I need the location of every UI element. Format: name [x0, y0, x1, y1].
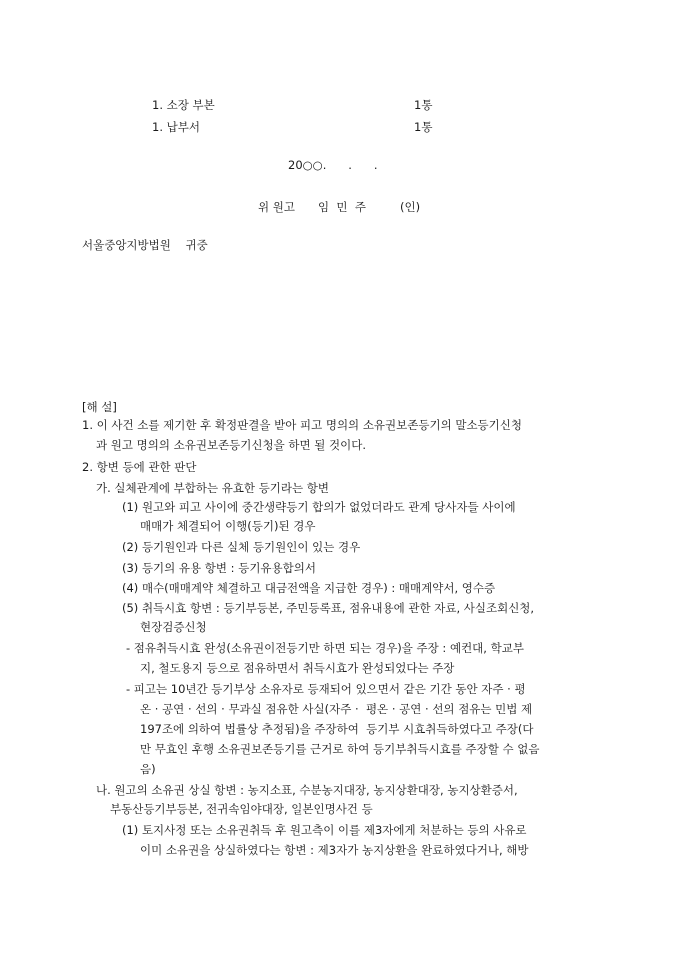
commentary-line: (5) 취득시효 항변 : 등기부등본, 주민등록표, 점유내용에 관한 자료, 사실조회신청, — [122, 601, 535, 615]
commentary-line: 197조에 의하여 법률상 추정됨)을 주장하여 등기부 시효취득하였다고 주장(다 — [140, 722, 534, 736]
commentary-line: 2. 항변 등에 관한 판단 — [82, 460, 197, 474]
attachment-count: 1통 — [414, 98, 433, 112]
commentary-line: 현장검증신청 — [140, 620, 207, 634]
attachment-count: 1통 — [414, 120, 433, 134]
signature-seal: (인) — [400, 200, 421, 214]
commentary-line: 매매가 체결되어 이행(등기)된 경우 — [140, 519, 316, 533]
commentary-line: (3) 등기의 유용 항변 : 등기유용합의서 — [122, 561, 316, 575]
commentary-line: 부동산등기부등본, 전귀속임야대장, 일본인명사건 등 — [110, 802, 373, 816]
commentary-line: - 피고는 10년간 등기부상 소유자로 등재되어 있으면서 같은 기간 동안 자주 · 평 — [126, 682, 526, 696]
commentary-line: 이미 소유권을 상실하였다는 항변 : 제3자가 농지상환을 완료하였다거나, 해방 — [140, 843, 529, 857]
court-addressee: 서울중앙지방법원 귀중 — [82, 238, 208, 252]
commentary-line: - 점유취득시효 완성(소유권이전등기만 하면 되는 경우)을 주장 : 예컨대, 학교부 — [126, 641, 524, 655]
signature-name: 임 민 주 — [318, 200, 366, 214]
commentary-line: 온 · 공연 · 선의 · 무과실 점유한 사실(자주 · 평온 · 공연 · 선의 점유는 민법 제 — [140, 702, 533, 716]
commentary-line: 만 무효인 후행 소유권보존등기를 근거로 하여 등기부취득시효를 주장할 수 없음 — [140, 742, 540, 756]
attachment-label: 1. 납부서 — [152, 120, 200, 134]
commentary-line: 과 원고 명의의 소유권보존등기신청을 하면 될 것이다. — [96, 438, 366, 452]
commentary-line: 음) — [140, 762, 156, 776]
commentary-line: (1) 토지사정 또는 소유권취득 후 원고측이 이를 제3자에게 처분하는 등의 사유로 — [122, 823, 527, 837]
commentary-heading: [해 설] — [82, 400, 117, 414]
signature-role: 위 원고 — [258, 200, 295, 214]
attachment-label: 1. 소장 부본 — [152, 98, 215, 112]
commentary-line: 1. 이 사건 소를 제기한 후 확정판결을 받아 피고 명의의 소유권보존등기의 말소등기신청 — [82, 418, 522, 432]
commentary-line: (1) 원고와 피고 사이에 중간생략등기 합의가 없었더라도 관계 당사자들 사이에 — [122, 500, 516, 514]
commentary-line: 지, 철도용지 등으로 점유하면서 취득시효가 완성되었다는 주장 — [140, 661, 455, 675]
commentary-line: (2) 등기원인과 다른 실체 등기원인이 있는 경우 — [122, 540, 361, 554]
commentary-line: 가. 실체관계에 부합하는 유효한 등기라는 항변 — [96, 481, 330, 495]
commentary-line: 나. 원고의 소유권 상실 항변 : 농지소표, 수분농지대장, 농지상환대장, 농지상환증서, — [96, 783, 518, 797]
commentary-line: (4) 매수(매매계약 체결하고 대금전액을 지급한 경우) : 매매계약서, 영수증 — [122, 581, 496, 595]
document-date: 20○○. . . — [288, 158, 378, 172]
